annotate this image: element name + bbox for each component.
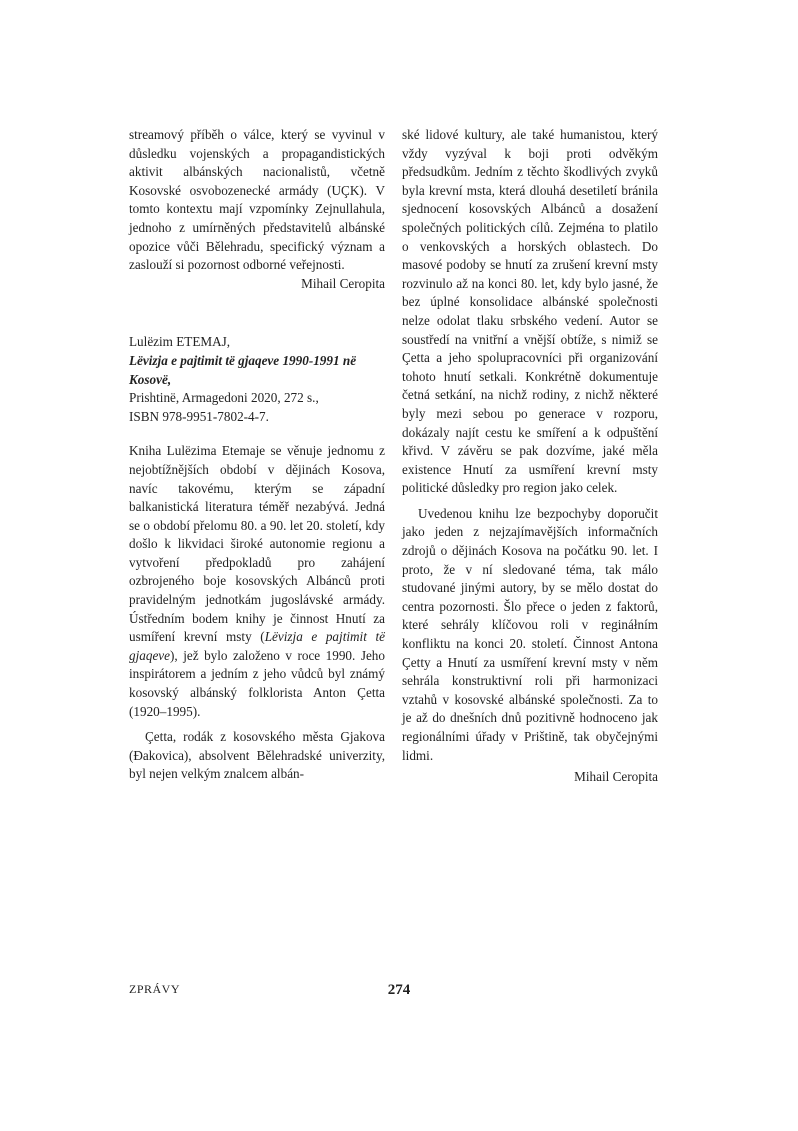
book-entry xyxy=(129,333,385,426)
signature-right: Mihail Ceropita xyxy=(574,769,658,785)
book-author: Lulëzim ETEMAJ, xyxy=(129,334,231,350)
book-publication: Prishtinë, Armagedoni 2020, 272 s., xyxy=(129,390,319,406)
signature-left: Mihail Ceropita xyxy=(301,275,385,291)
review-p1-text: Kniha Lulëzima Etemaje se věnuje jednomu z nejobtížnějších období v dějinách Kosova, navíc takovému, kterým se západní balkanistická literatura téměř nezabývá. Jedná se o období přelomu 80. a 90. let 20. století, kdy došlo k likvidaci široké autonomie regionu a vytvoření předpokladů pro zahájení ozbrojeného boje kosovských Albánců proti pravidelným jednotkám jugoslávské armády. Ústředním bodem knihy je činnost Hnutí za usmíření krevní msty ( xyxy=(129,443,385,645)
review-paragraph-3: Uvedenou knihu lze bezpochyby doporučit jako jeden z nejzajímavějších informačních zdrojů o dějinách Kosova na počátku 90. let. I proto, že v ní sledované téma, tak málo studované jinými autory, by se mělo dostat do centra pozornosti. Šlo přece o jeden z faktorů, které sehrály klíčovou roli v regináłním konfliktu na konci 20. století. Činnost Antona Çetty a Hnutí za usmíření krevní msty v něm sehrála konstruktivní roli při harmonizaci vztahů v kosovské albánské společnosti. Za to je až do dnešních dnů pozitivně hodnoceno jak regionálními úřady v Prištině, tak obyčejnými lidmi. xyxy=(402,505,658,763)
right-column xyxy=(402,126,658,787)
review-paragraph-2: Çetta, rodák z kosovského města Gjakova (Đakovica), absolvent Bělehradské univerzity, byl nejen velkým znalcem albán- xyxy=(129,729,385,782)
running-head: ZPRÁVY xyxy=(129,982,181,996)
book-isbn: ISBN 978-9951-7802-4-7. xyxy=(129,408,269,424)
continuation-paragraph: ské lidové kultury, ale také humanistou, který vždy vyzýval k boji proti odvěkým předsudkům. Jedním z těchto škodlivých zvyků byla krevní msta, která dlouhá desetiletí bránila sjednocení kosovských Albánců a dosažení společných politických cílů. Zejména to platilo o venkovských a horských oblastech. Do masové podoby se hnutí za zrušení krevní msty rozvinulo až na konci 80. let, kdy bylo jasné, že bez úplné konsolidace albánské společnosti nelze odolat tlaku srbského vedení. Autor se soustředí na vnitřní a vnější obtíže, s nimiž se Çetta a jeho spolupracovníci při organizování tohoto hnutí setkali. Konkrétně dokumentuje četná setkání, na nichž rodiny, z nichž některé byly mezi sebou po generace v rozporu, dokázaly najít cestu ke smíření a k odpuštění křivd. V závěru se pak dozvíme, jaké měla existence Hnutí za usmíření krevní msty politické důsledky pro region jako celek. xyxy=(402,127,658,496)
review-paragraph-1 xyxy=(129,442,385,721)
intro-paragraph: streamový příběh o válce, který se vyvinul v důsledku vojenských a propagandistických aktivit albánských nacionalistů, včetně Kosovské osvobozenecké armády (UÇK). V tomto kontextu mají vzpomínky Zejnullahula, jednoho z umírněných představitelů albánské opozice vůči Bělehradu, specifický význam a zaslouží si pozornost odborné veřejnosti. xyxy=(129,127,385,273)
page-footer xyxy=(0,982,798,1004)
review-p1-end: ), jež bylo založeno v roce 1990. Jeho inspirátorem a jedním z jeho vůdců byl známý kosovský albánský folklorista Anton Çetta (1920–1995). xyxy=(129,647,385,719)
book-title: Lëvizja e pajtimit të gjaqeve 1990-1991 në Kosovë, xyxy=(129,352,357,387)
left-column xyxy=(129,126,385,784)
review-p1-italic-title: Lëvizja e pajtimit të gjaqeve xyxy=(129,629,385,663)
page-number: 274 xyxy=(387,982,411,998)
